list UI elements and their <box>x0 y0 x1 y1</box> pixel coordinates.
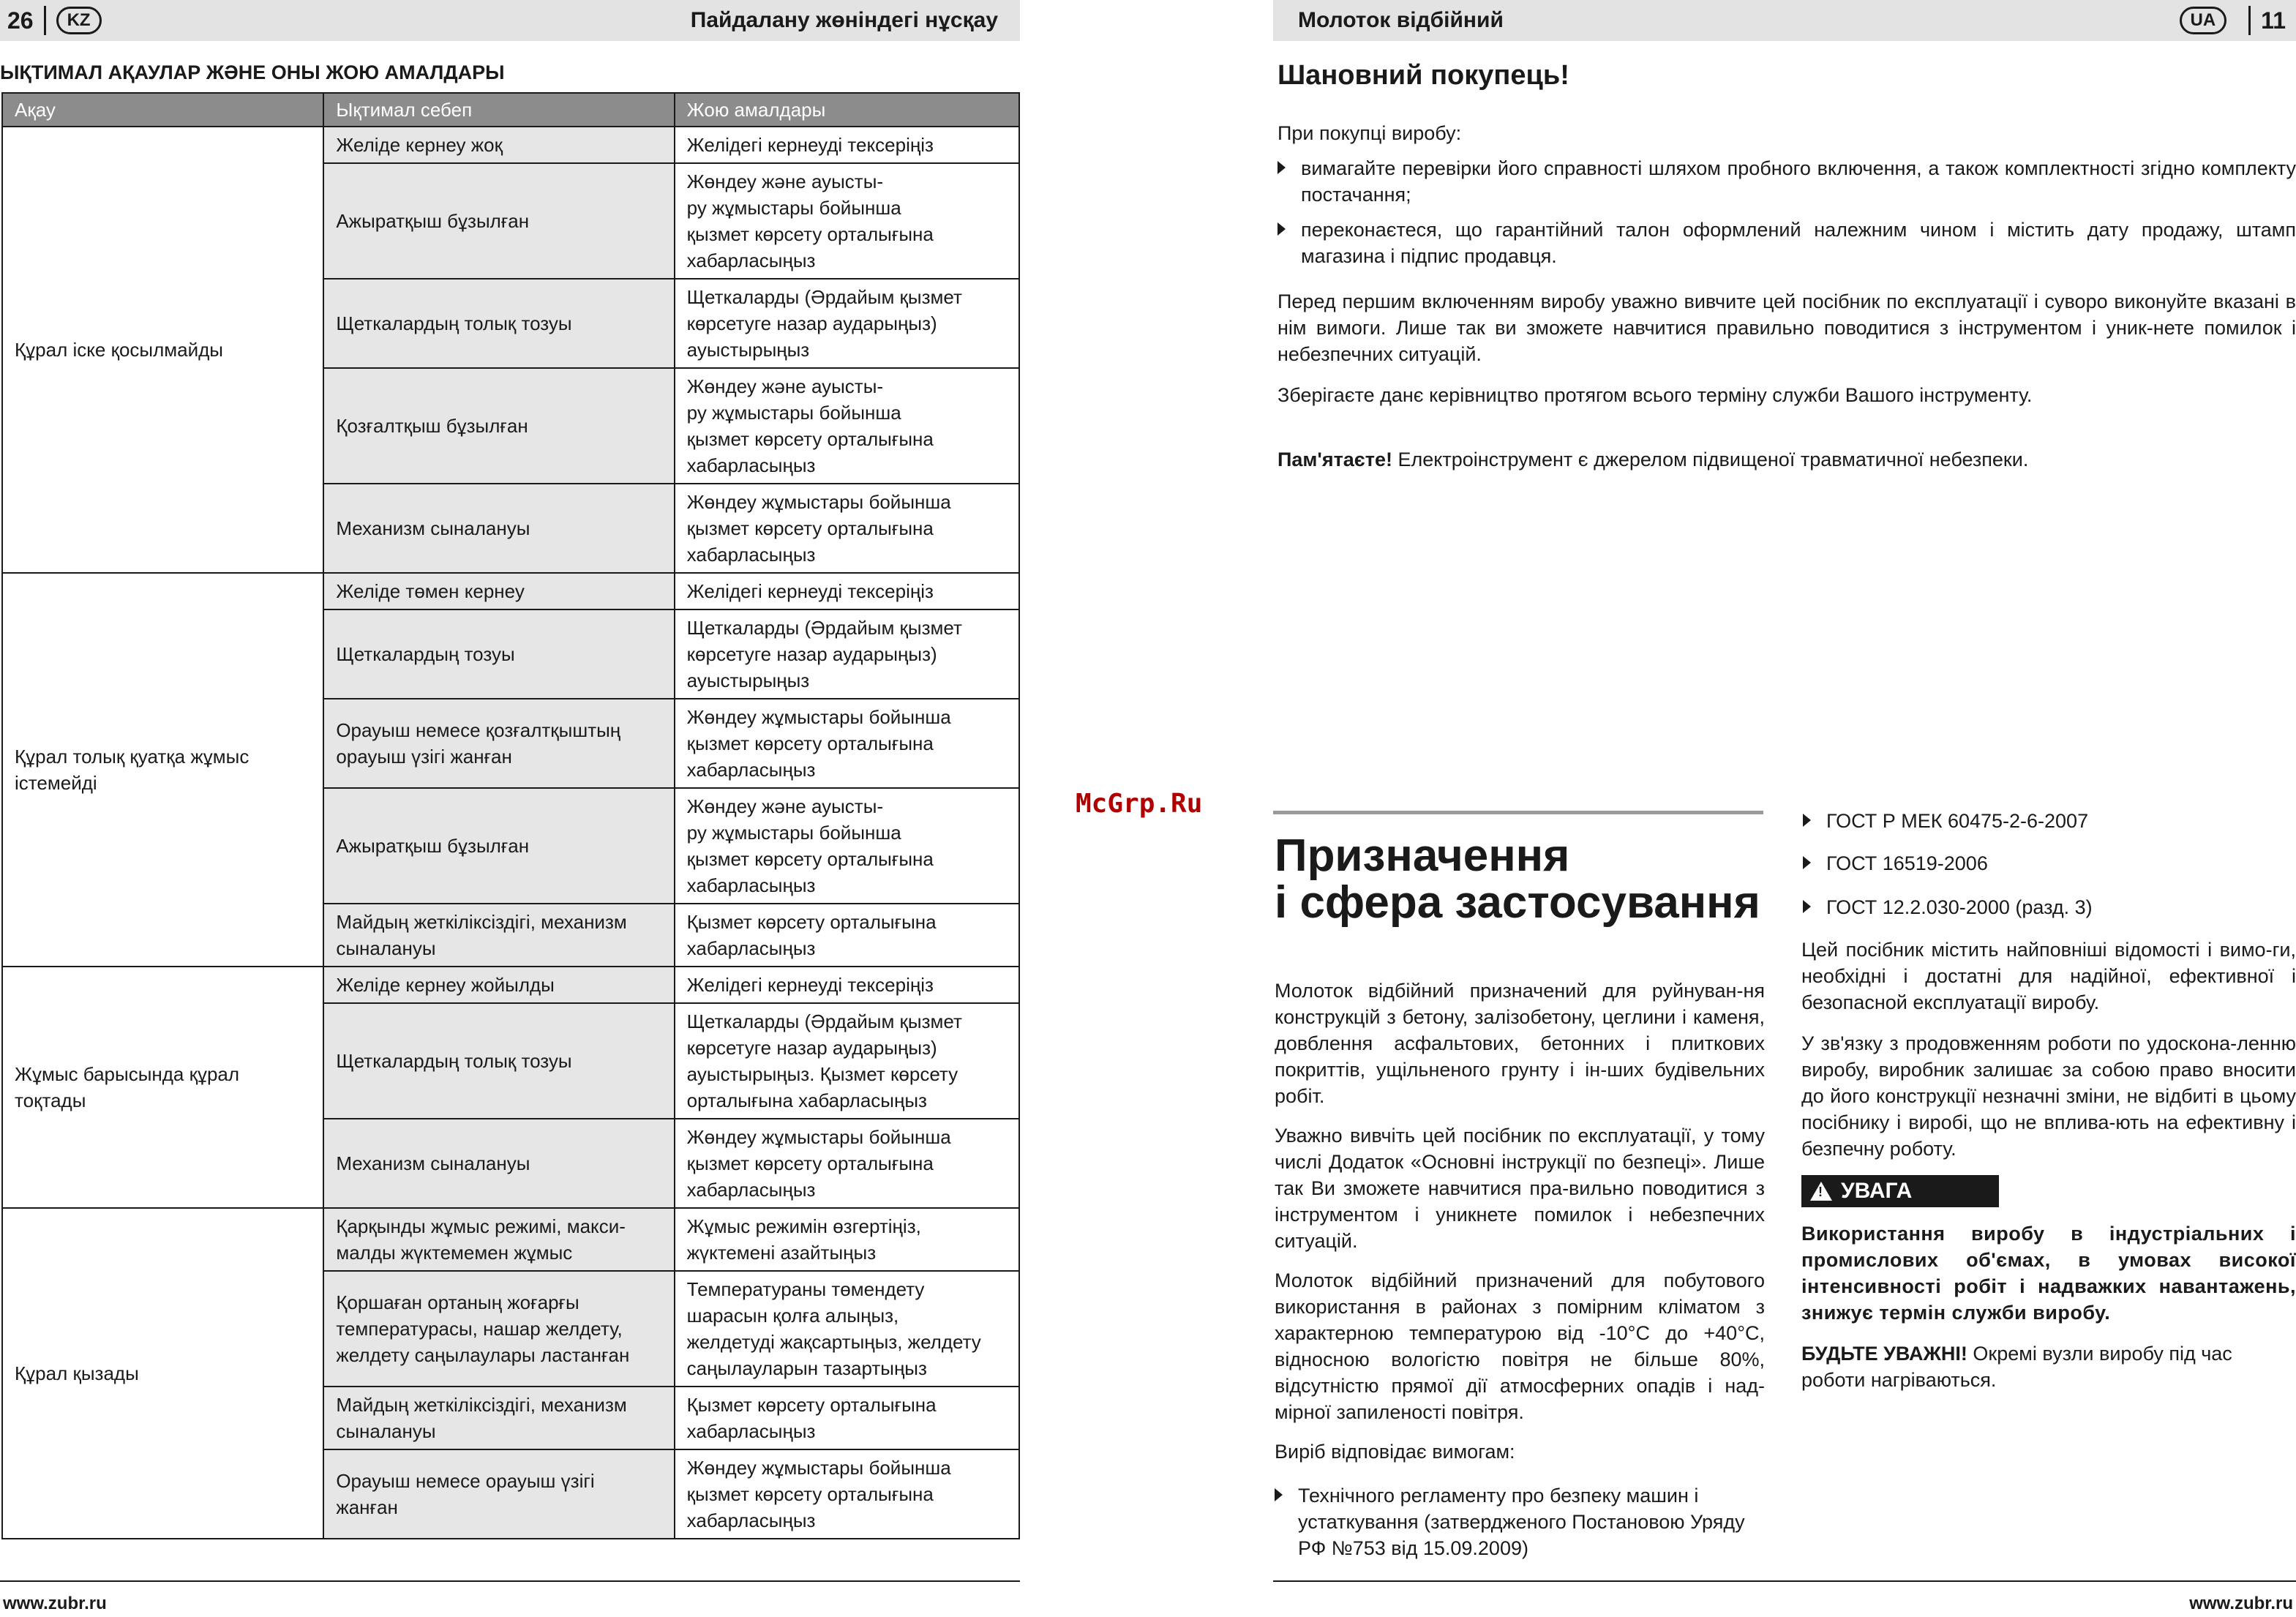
remedy-cell: Жөндеу жұмыстары бойынша қызмет көрсету орталығына хабарласыңыз <box>675 1449 1019 1539</box>
purchase-bullet-1: вимагайте перевірки його справності шляхом пробного включення, а також комплектності згідно комплекту постачання; <box>1301 155 2296 208</box>
purpose-paragraph: Молоток відбійний призначений для руйнуван-ня конструкцій з бетону, залізобетону, цеглини і каменя, довблення асфальтових, бетонних і плиткових покриттів, ущільненого грунту і ін-ших будівельних робіт. <box>1275 980 1765 1107</box>
remedy-cell: Температураны төмендету шарасын қолға алыңыз, желдетуді жақсартыңыз, желдету саңылауларын тазартыңыз <box>675 1271 1019 1387</box>
remedy-cell: Желідегі кернеуді тексеріңіз <box>675 573 1019 609</box>
column-header-cause: Ықтимал себеп <box>323 93 674 127</box>
cause-cell: Ажыратқыш бұзылған <box>323 788 674 904</box>
gost-bullet-3: ГОСТ 12.2.030-2000 (разд. 3) <box>1826 894 2295 920</box>
study-paragraph: Перед першим включенням виробу уважно вивчите цей посібник по експлуатації і суворо виконуйте вказані в нім вимоги. Лише так ви зможете навчитися правильно поводитися з інструментом і уник-нете помилок і небезпечних ситуацій. <box>1278 290 2296 365</box>
cause-cell: Механизм сыналануы <box>323 1119 674 1208</box>
troubleshooting-table <box>1 92 1020 1539</box>
cause-cell: Майдың жеткіліксіздігі, механизм сыналануы <box>323 904 674 967</box>
requirements-intro: Виріб відповідає вимогам: <box>1275 1441 1515 1463</box>
remember-label: Пам'ятаєте! <box>1278 449 1392 470</box>
footer-rule <box>1273 1580 2296 1582</box>
footer-url: www.zubr.ru <box>3 1594 107 1613</box>
remember-text: Електроінструмент є джерелом підвищеної травматичної небезпеки. <box>1392 449 2029 470</box>
remedy-cell: Щеткаларды (Әрдайым қызмет көрсетуге назар аударыңыз) ауыстырыңыз. Қызмет көрсету орталығына хабарласыңыз <box>675 1003 1019 1119</box>
remedy-cell: Жөндеу және ауысты- ру жұмыстары бойынша қызмет көрсету орталығына хабарласыңыз <box>675 368 1019 484</box>
manual-info-paragraph: Цей посібник містить найповніші відомості і вимо-ги, необхідні і достатні для надійної, ефективної і безопасной експлуатації виробу. <box>1801 939 2296 1013</box>
cause-cell: Майдың жеткіліксіздігі, механизм сыналануы <box>323 1387 674 1449</box>
language-badge: UA <box>2180 7 2227 34</box>
fault-cell: Құрал қызады <box>2 1208 323 1539</box>
remedy-cell: Қызмет көрсету орталығына хабарласыңыз <box>675 1387 1019 1449</box>
purchase-bullet-2: переконаєтеся, що гарантійний талон оформлений належним чином і містить дату продажу, штамп магазина і підпис продавця. <box>1301 217 2296 269</box>
page-number: 26 <box>7 7 34 34</box>
keep-paragraph: Зберігаєте данє керівництво протягом всього терміну служби Вашого інструменту. <box>1278 384 2033 406</box>
fault-cell: Құрал толық қуатқа жұмыс істемейді <box>2 573 323 967</box>
improvement-paragraph: У зв'язку з продовженням роботи по удоскона-ленню виробу, виробник залишає за собою право вносити до його конструкції незначні зміни, не відбиті в цьому посібнику і виробі, що не вплива-ють на ефективну і безпечну роботу. <box>1801 1032 2296 1160</box>
cause-cell: Щеткалардың тозуы <box>323 609 674 699</box>
section-title-line-1: Призначення <box>1275 830 1570 881</box>
cause-cell: Қоршаған ортаның жоғарғы температурасы, нашар желдету, желдету саңылаулары ластанған <box>323 1271 674 1387</box>
header-title: Пайдалану жөніндегі нұсқау <box>690 8 998 32</box>
cause-cell: Механизм сыналануы <box>323 484 674 573</box>
section-title <box>1275 830 1760 928</box>
remedy-cell: Жұмыс режимін өзгертіңіз, жүктемені азайтыңыз <box>675 1208 1019 1271</box>
cause-cell: Қозғалтқыш бұзылған <box>323 368 674 484</box>
cause-cell: Қарқынды жұмыс режимі, макси- малды жүктемемен жұмыс <box>323 1208 674 1271</box>
fault-cell: Құрал іске қосылмайды <box>2 127 323 573</box>
table-row <box>2 1208 1019 1271</box>
header-divider <box>44 6 46 35</box>
page-number: 11 <box>2261 7 2286 34</box>
table-row <box>2 573 1019 609</box>
cause-cell: Орауыш немесе қозғалтқыштың орауыш үзігі жанған <box>323 699 674 788</box>
table-row <box>2 127 1019 163</box>
right-header <box>1273 0 2296 41</box>
remedy-cell: Жөндеу және ауысты- ру жұмыстары бойынша қызмет көрсету орталығына хабарласыңыз <box>675 163 1019 279</box>
careful-label: БУДЬТЕ УВАЖНІ! <box>1801 1343 1967 1365</box>
cause-cell: Желіде кернеу жойылды <box>323 967 674 1003</box>
remedy-cell: Жөндеу жұмыстары бойынша қызмет көрсету орталығына хабарласыңыз <box>675 484 1019 573</box>
remedy-cell: Қызмет көрсету орталығына хабарласыңыз <box>675 904 1019 967</box>
remedy-cell: Жөндеу және ауысты- ру жұмыстары бойынша қызмет көрсету орталығына хабарласыңыз <box>675 788 1019 904</box>
study-manual-paragraph: Уважно вивчіть цей посібник по експлуатації, у тому числі Додаток «Основні інструкції по безпеці». Лише так Ви зможете навчитися пра-вильно поводитися з інструментом і уникнете помилок і небезпечних ситуацій. <box>1275 1125 1765 1252</box>
warning-badge <box>1801 1175 1999 1207</box>
remedy-cell: Щеткаларды (Әрдайым қызмет көрсетуге назар аударыңыз) ауыстырыңыз <box>675 279 1019 368</box>
header-title: Молоток відбійний <box>1298 8 1504 32</box>
footer-rule <box>0 1580 1020 1582</box>
warning-icon: ! <box>1810 1182 1832 1201</box>
remedy-cell: Щеткаларды (Әрдайым қызмет көрсетуге назар аударыңыз) ауыстырыңыз <box>675 609 1019 699</box>
right-page <box>1273 0 2296 1617</box>
section-title-line-2: і сфера застосування <box>1275 877 1760 928</box>
cause-cell: Щеткалардың толық тозуы <box>323 279 674 368</box>
regulation-bullet: Технічного регламенту про безпеку машин і устаткування (затвердженого Постановою Уряду РФ №753 від 15.09.2009) <box>1298 1482 1766 1561</box>
table-header-row <box>2 93 1019 127</box>
header-divider <box>2248 6 2251 35</box>
purchase-intro: При покупці виробу: <box>1278 122 1462 144</box>
cause-cell: Щеткалардың толық тозуы <box>323 1003 674 1119</box>
left-header <box>0 0 1020 41</box>
remedy-cell: Желідегі кернеуді тексеріңіз <box>675 967 1019 1003</box>
warning-label: УВАГА <box>1841 1179 1913 1203</box>
greeting-heading: Шановний покупець! <box>1278 60 1569 91</box>
gost-bullet-2: ГОСТ 16519-2006 <box>1826 850 2295 877</box>
watermark: McGrp.Ru <box>1076 789 1203 819</box>
cause-cell: Ажыратқыш бұзылған <box>323 163 674 279</box>
remedy-cell: Жөндеу жұмыстары бойынша қызмет көрсету орталығына хабарласыңыз <box>675 699 1019 788</box>
remember-paragraph <box>1278 446 2296 473</box>
climate-paragraph: Молоток відбійний призначений для побутового використання в районах з помірним кліматом з характерною температурою від -10°C до +40°C, відносною вологістю повітря не більше 80%, відсутністю прямої дії атмосферних опадів і над-мірної запиленості повітря. <box>1275 1269 1765 1423</box>
section-rule <box>1273 811 1763 814</box>
footer-url: www.zubr.ru <box>2189 1594 2293 1613</box>
remedy-cell: Жөндеу жұмыстары бойынша қызмет көрсету орталығына хабарласыңыз <box>675 1119 1019 1208</box>
column-header-remedy: Жою амалдары <box>675 93 1019 127</box>
table-row <box>2 967 1019 1003</box>
cause-cell: Желіде кернеу жоқ <box>323 127 674 163</box>
careful-paragraph <box>1801 1340 2296 1393</box>
warning-text: Використання виробу в індустріальних і промислових об'ємах, в умовах високої інтенсивності робіт і надважких навантажень, знижує термін служби виробу. <box>1801 1223 2296 1324</box>
language-badge: KZ <box>56 7 102 34</box>
fault-cell: Жұмыс барысында құрал тоқтады <box>2 967 323 1208</box>
careful-text: Окремі вузли виробу під час роботи нагріваються. <box>1801 1343 2232 1391</box>
remedy-cell: Желідегі кернеуді тексеріңіз <box>675 127 1019 163</box>
left-page <box>0 0 1020 1617</box>
column-header-fault: Ақау <box>2 93 323 127</box>
gost-bullet-1: ГОСТ Р МЕК 60475-2-6-2007 <box>1826 808 2295 834</box>
cause-cell: Желіде төмен кернеу <box>323 573 674 609</box>
table-title: ЫҚТИМАЛ АҚАУЛАР ЖӘНЕ ОНЫ ЖОЮ АМАЛДАРЫ <box>0 61 505 83</box>
cause-cell: Орауыш немесе орауыш үзігі жанған <box>323 1449 674 1539</box>
